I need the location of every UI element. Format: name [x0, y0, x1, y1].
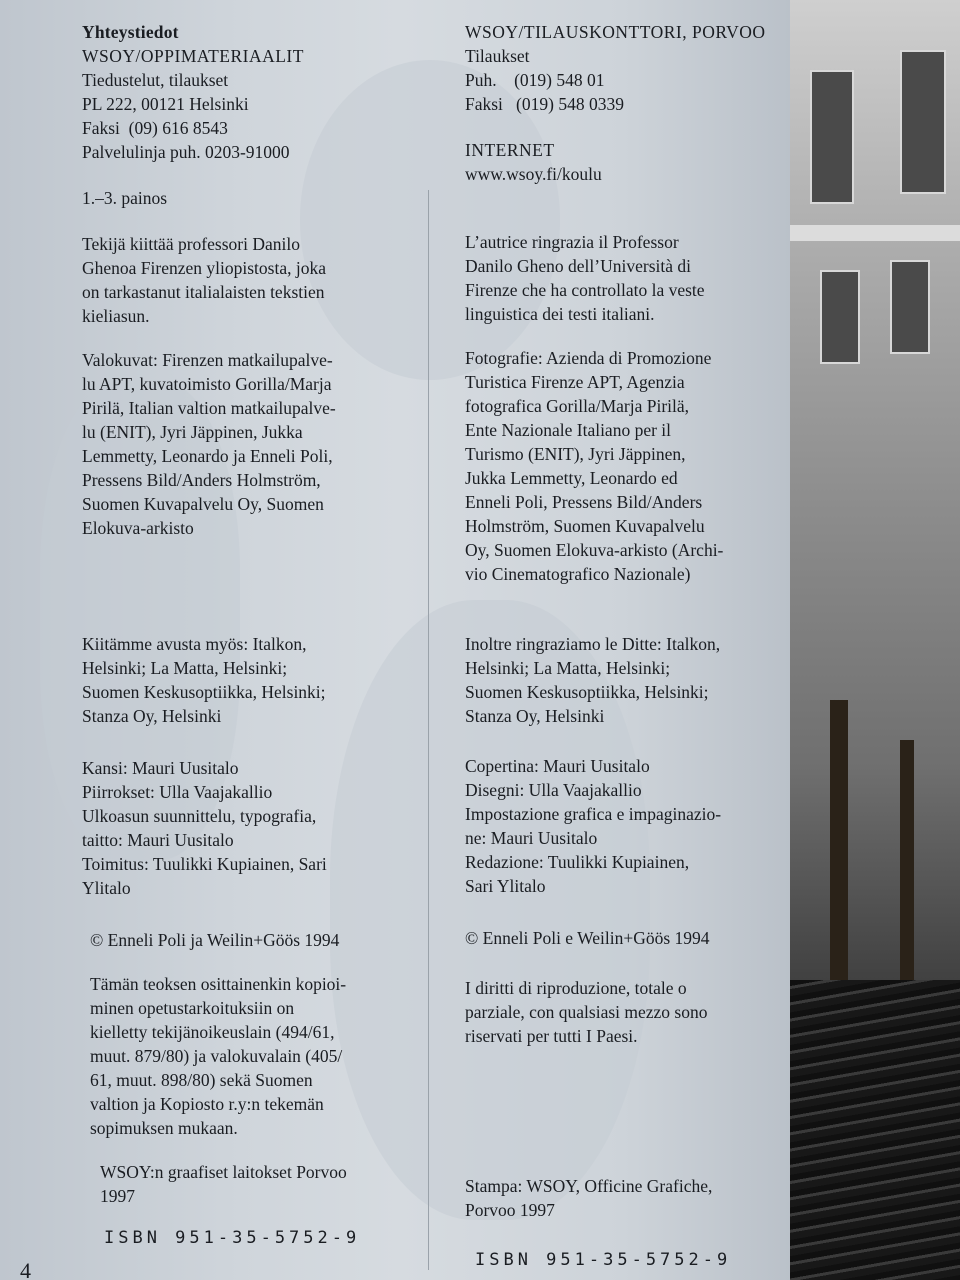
- building-window: [900, 50, 946, 194]
- text-line: Redazione: Tuulikki Kupiainen,: [465, 852, 690, 872]
- text-line: kieliasun.: [82, 306, 150, 326]
- isbn-text: ISBN 951-35-5752-9: [475, 1250, 732, 1270]
- text-line: Helsinki; La Matta, Helsinki;: [82, 658, 288, 678]
- text-line: minen opetustarkoituksiin on: [90, 998, 295, 1018]
- text-line: WSOY:n graafiset laitokset Porvoo: [100, 1162, 347, 1182]
- text-line: valtion ja Kopiosto r.y:n tekemän: [90, 1094, 324, 1114]
- thanks-block: [465, 230, 705, 326]
- text-line: Ente Nazionale Italiano per il: [465, 420, 672, 440]
- text-line: Stampa: WSOY, Officine Grafiche,: [465, 1176, 713, 1196]
- text-line: Stanza Oy, Helsinki: [465, 706, 605, 726]
- isbn: [104, 1226, 360, 1250]
- text-line: L’autrice ringrazia il Professor: [465, 232, 679, 252]
- text-line: fotografica Gorilla/Marja Pirilä,: [465, 396, 690, 416]
- office-name: WSOY/TILAUSKONTTORI, PORVOO: [465, 22, 766, 42]
- rights-block: [465, 976, 707, 1048]
- contact-line: Faksi (019) 548 0339: [465, 94, 624, 114]
- text-line: 1997: [100, 1186, 135, 1206]
- text-line: 61, muut. 898/80) sekä Suomen: [90, 1070, 313, 1090]
- text-line: Lemmetty, Leonardo ja Enneli Poli,: [82, 446, 333, 466]
- text-line: muut. 879/80) ja valokuvalain (405/: [90, 1046, 343, 1066]
- text-line: Turistica Firenze APT, Agenzia: [465, 372, 685, 392]
- printer-block: [465, 1174, 712, 1222]
- building-window: [890, 260, 930, 354]
- website-url: www.wsoy.fi/koulu: [465, 164, 602, 184]
- text-line: Tekijä kiittää professori Danilo: [82, 234, 300, 254]
- printer-block: [100, 1160, 347, 1208]
- text-line: Ylitalo: [82, 878, 131, 898]
- text-line: Disegni: Ulla Vaajakallio: [465, 780, 642, 800]
- companies-block: [82, 632, 326, 728]
- copyright-text: © Enneli Poli e Weilin+Göös 1994: [465, 928, 710, 948]
- page-number: 4: [20, 1258, 31, 1280]
- text-line: Kansi: Mauri Uusitalo: [82, 758, 239, 778]
- copyright-text: © Enneli Poli ja Weilin+Göös 1994: [90, 930, 340, 950]
- text-line: vio Cinematografico Nazionale): [465, 564, 691, 584]
- text-line: Firenze che ha controllato la veste: [465, 280, 705, 300]
- text-line: Piirrokset: Ulla Vaajakallio: [82, 782, 273, 802]
- internet-title: INTERNET: [465, 140, 555, 160]
- text-line: Jukka Lemmetty, Leonardo ed: [465, 468, 678, 488]
- building-window: [820, 270, 860, 364]
- edition-text: 1.–3. painos: [82, 188, 168, 208]
- edition: [82, 186, 167, 210]
- contact-line: Tiedustelut, tilaukset: [82, 70, 229, 90]
- text-line: Kiitämme avusta myös: Italkon,: [82, 634, 307, 654]
- text-line: Oy, Suomen Elokuva-arkisto (Archi-: [465, 540, 724, 560]
- text-line: I diritti di riproduzione, totale o: [465, 978, 687, 998]
- text-line: Inoltre ringraziamo le Ditte: Italkon,: [465, 634, 721, 654]
- copyright: [465, 926, 710, 950]
- text-line: Sari Ylitalo: [465, 876, 546, 896]
- venice-canal-photo: [790, 0, 960, 1280]
- text-line: lu (ENIT), Jyri Jäppinen, Jukka: [82, 422, 303, 442]
- text-line: Fotografie: Azienda di Promozione: [465, 348, 712, 368]
- contact-line: Puh. (019) 548 01: [465, 70, 605, 90]
- office-block: [465, 20, 766, 116]
- contact-line: Faksi (09) 616 8543: [82, 118, 228, 138]
- text-line: Stanza Oy, Helsinki: [82, 706, 222, 726]
- contact-line: PL 222, 00121 Helsinki: [82, 94, 249, 114]
- copyright: [90, 928, 339, 952]
- contact-line: Tilaukset: [465, 46, 530, 66]
- text-line: on tarkastanut italialaisten tekstien: [82, 282, 325, 302]
- canal-water: [790, 980, 960, 1280]
- text-line: Copertina: Mauri Uusitalo: [465, 756, 650, 776]
- text-line: Pirilä, Italian valtion matkailupalve-: [82, 398, 336, 418]
- text-line: parziale, con qualsiasi mezzo sono: [465, 1002, 708, 1022]
- text-line: Turismo (ENIT), Jyri Jäppinen,: [465, 444, 686, 464]
- photo-credits-block: [465, 346, 723, 586]
- text-line: Suomen Kuvapalvelu Oy, Suomen: [82, 494, 324, 514]
- text-line: linguistica dei testi italiani.: [465, 304, 655, 324]
- photo-credits-block: [82, 348, 336, 540]
- internet-block: [465, 138, 602, 186]
- text-line: kielletty tekijänoikeuslain (494/61,: [90, 1022, 335, 1042]
- text-line: lu APT, kuvatoimisto Gorilla/Marja: [82, 374, 332, 394]
- contact-line: Palvelulinja puh. 0203-91000: [82, 142, 290, 162]
- isbn-text: ISBN 951-35-5752-9: [104, 1228, 361, 1248]
- text-line: riservati per tutti I Paesi.: [465, 1026, 638, 1046]
- text-line: sopimuksen mukaan.: [90, 1118, 238, 1138]
- text-line: ne: Mauri Uusitalo: [465, 828, 598, 848]
- contact-block: [82, 20, 304, 164]
- text-line: Porvoo 1997: [465, 1200, 555, 1220]
- text-line: Elokuva-arkisto: [82, 518, 194, 538]
- building-window: [810, 70, 854, 204]
- text-line: Helsinki; La Matta, Helsinki;: [465, 658, 671, 678]
- text-line: Enneli Poli, Pressens Bild/Anders: [465, 492, 703, 512]
- text-line: Toimitus: Tuulikki Kupiainen, Sari: [82, 854, 327, 874]
- text-line: Impostazione grafica e impaginazio-: [465, 804, 722, 824]
- publisher-name: WSOY/OPPIMATERIAALIT: [82, 46, 304, 66]
- text-line: Holmström, Suomen Kuvapalvelu: [465, 516, 705, 536]
- balcony: [790, 225, 960, 241]
- thanks-block: [82, 232, 326, 328]
- text-line: Pressens Bild/Anders Holmström,: [82, 470, 321, 490]
- contact-title: Yhteystiedot: [82, 22, 179, 42]
- credits-block: [82, 756, 327, 900]
- rights-block: [90, 972, 346, 1140]
- text-line: taitto: Mauri Uusitalo: [82, 830, 234, 850]
- text-line: Ulkoasun suunnittelu, typografia,: [82, 806, 317, 826]
- column-divider: [428, 190, 429, 1270]
- text-line: Suomen Keskusoptiikka, Helsinki;: [82, 682, 326, 702]
- text-line: Suomen Keskusoptiikka, Helsinki;: [465, 682, 709, 702]
- text-line: Danilo Gheno dell’Università di: [465, 256, 691, 276]
- text-line: Ghenoa Firenzen yliopistosta, joka: [82, 258, 326, 278]
- text-line: Valokuvat: Firenzen matkailupalve-: [82, 350, 333, 370]
- credits-block: [465, 754, 721, 898]
- companies-block: [465, 632, 720, 728]
- text-line: Tämän teoksen osittainenkin kopioi-: [90, 974, 347, 994]
- isbn: [475, 1248, 731, 1272]
